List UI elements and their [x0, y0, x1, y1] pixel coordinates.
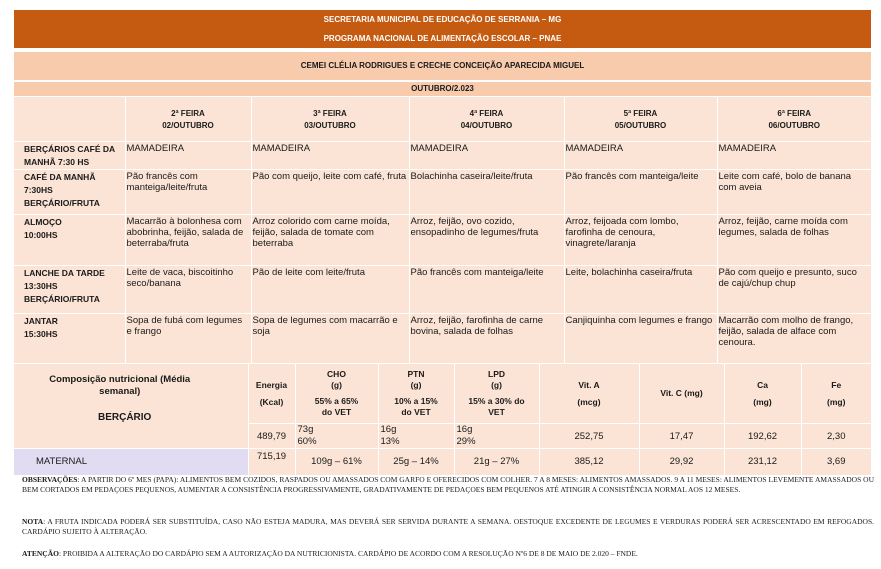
weekday-label: 4ª FEIRA	[469, 108, 504, 118]
meal-cell: Macarrão com molho de frango, feijão, salada de alface com cenoura.	[717, 314, 871, 363]
meal-label-line: MANHÃ 7:30 HS	[24, 157, 90, 167]
corner-cell	[14, 97, 125, 142]
header-line: (g)	[331, 380, 342, 390]
bercario-lpd	[454, 424, 539, 449]
attention-note	[22, 549, 874, 559]
observations-label: OBSERVAÇÕES	[22, 475, 78, 484]
meal-row	[14, 215, 871, 266]
day-header	[409, 97, 564, 142]
lpd-header	[454, 364, 539, 424]
meal-cell: Leite com café, bolo de banana com aveia	[717, 170, 871, 215]
date-label: 06/OUTUBRO	[768, 120, 821, 130]
header-line: do VET	[321, 407, 352, 417]
ptn-header	[378, 364, 454, 424]
school-name: CEMEI CLÉLIA RODRIGUES E CRECHE CONCEIÇÃO APARECIDA MIGUEL	[14, 52, 871, 80]
observations-note	[22, 475, 874, 495]
meal-cell: Pão de leite com leite/fruta	[251, 266, 409, 314]
header-line: (Kcal)	[259, 396, 284, 407]
value-line: 60%	[297, 436, 317, 447]
meal-cell: Pão com queijo e presunto, suco de cajú/chup chup	[717, 266, 871, 314]
meal-cell: Leite de vaca, biscoitinho seco/banana	[125, 266, 251, 314]
value-line: 16g	[456, 424, 473, 435]
bercario-label: BERÇÁRIO	[98, 412, 152, 423]
maternal-ca: 231,12	[724, 449, 801, 475]
bercario-ca: 192,62	[724, 424, 801, 449]
bercario-cho	[295, 424, 378, 449]
nota-label: NOTA	[22, 517, 44, 526]
vitc-header: Vit. C (mg)	[639, 364, 724, 424]
meal-label-line: 10:00HS	[24, 230, 58, 240]
attention-text: : PROIBIDA A ALTERAÇÃO DO CARDÁPIO SEM A AUTORIZAÇÃO DA NUTRICIONISTA. CARDÁPIO DE ACORDO COM A RESOLUÇÃO Nº6 DE 8 DE MAIO DE 2.020 – FNDE.	[58, 549, 638, 558]
header-line: (mg)	[827, 396, 846, 407]
nutrition-table	[14, 363, 871, 475]
meal-cell: Arroz, feijão, ovo cozido, ensopadinho de legumes/fruta	[409, 215, 564, 266]
bercario-energia: 489,79	[248, 424, 295, 449]
maternal-label: MATERNAL	[14, 449, 248, 475]
meal-label	[14, 170, 125, 215]
header-line: Vit. A	[578, 379, 600, 390]
date-label: 02/OUTUBRO	[162, 120, 214, 130]
weekday-label: 3ª FEIRA	[313, 108, 347, 118]
secretaria-title: SECRETARIA MUNICIPAL DE EDUCAÇÃO DE SERRANIA – MG	[323, 15, 562, 24]
bercario-vitc: 17,47	[639, 424, 724, 449]
date-label: 04/OUTUBRO	[460, 120, 513, 130]
maternal-cho: 109g – 61%	[295, 449, 378, 475]
meal-cell: MAMADEIRA	[564, 142, 717, 170]
header-line: do VET	[401, 407, 431, 417]
day-header	[125, 97, 251, 142]
weekday-label: 5ª FEIRA	[623, 108, 658, 118]
value-line: 13%	[380, 436, 400, 447]
month-label: OUTUBRO/2.023	[14, 82, 871, 96]
meal-cell: Arroz, feijoada com lombo, farofinha de cenoura, vinagrete/laranja	[564, 215, 717, 266]
header-line: 15% a 30% do	[468, 396, 525, 406]
header-line: 55% a 65%	[314, 396, 359, 406]
meal-label	[14, 266, 125, 314]
header-line: (mcg)	[577, 396, 601, 407]
meal-label	[14, 142, 125, 170]
meal-label-line: CAFÉ DA MANHÃ	[24, 172, 96, 182]
meal-label-line: BERÇÁRIOS CAFÉ DA	[24, 144, 116, 154]
meal-label	[14, 215, 125, 266]
meal-cell: Bolachinha caseira/leite/fruta	[409, 170, 564, 215]
maternal-vita: 385,12	[539, 449, 639, 475]
meal-row	[14, 142, 871, 170]
ca-header	[724, 364, 801, 424]
days-header-row	[14, 97, 871, 142]
meal-label	[14, 314, 125, 363]
menu-table	[14, 96, 871, 363]
value-line: 73g	[297, 424, 314, 435]
program-title: PROGRAMA NACIONAL DE ALIMENTAÇÃO ESCOLAR – PNAE	[323, 34, 562, 43]
meal-label-line: JANTAR	[24, 316, 58, 326]
meal-cell: Pão francês com manteiga/leite/fruta	[125, 170, 251, 215]
meal-cell: Arroz, feijão, farofinha de carne bovina, salada de folhas	[409, 314, 564, 363]
day-header	[717, 97, 871, 142]
header-line: (g)	[491, 380, 502, 390]
meal-cell: Pão francês com manteiga/leite	[409, 266, 564, 314]
meal-row	[14, 170, 871, 215]
attention-label: ATENÇÃO	[22, 549, 59, 558]
nutrition-title: Composição nutricional (Média semanal)	[49, 374, 191, 397]
meal-cell: Sopa de fubá com legumes e frango	[125, 314, 251, 363]
meal-cell: Pão francês com manteiga/leite	[564, 170, 717, 215]
maternal-lpd: 21g – 27%	[454, 449, 539, 475]
header-line: (g)	[410, 380, 422, 390]
header-line: LPD	[488, 369, 505, 379]
document-header	[14, 10, 871, 48]
nota-text: : A FRUTA INDICADA PODERÁ SER SUBSTITUÍDA, CASO NÃO ESTEJA MADURA, MAS DEVERÁ SER SERVIDA DURANTE A SEMANA. OESTOQUE EXCEDENTE DE LEGUMES E VERDURAS PODERÁ SER ACRESCENTADO EM REFOGADOS. CARDÁPIO SUJEITO À ALTERAÇÃO.	[22, 517, 874, 536]
meal-cell: Arroz, feijão, carne moída com legumes, salada de folhas	[717, 215, 871, 266]
date-label: 05/OUTUBRO	[614, 120, 667, 130]
meal-row	[14, 314, 871, 363]
maternal-vitc: 29,92	[639, 449, 724, 475]
observations-text: : A PARTIR DO 6º MES (PAPA): ALIMENTOS BEM COZIDOS, RASPADOS OU AMASSADOS COM GARFO E OFERECIDOS COM COLHER. 7 A 8 MESES: ALIMENTOS AMASSADOS. 9 A 11 MESES: ALIMENTOS LEVEMENTE AMASSADOS OU BEM CORTADOS EM PEDAÇOES PEQUENOS, AUMENTAR A CONSISTÊNCIA PROGRESSIVAMENTE, GRADATIVAMENTE DE PEDAÇOES BEM PEQUENOS ATÉ ATINGIR A CONSISTÊNCIA NORMAL AOS 12 MESES.	[22, 475, 874, 494]
maternal-ptn: 25g – 14%	[378, 449, 454, 475]
energia-header	[248, 364, 295, 424]
meal-cell: Leite, bolachinha caseira/fruta	[564, 266, 717, 314]
day-header	[564, 97, 717, 142]
nutrition-header-row	[14, 364, 871, 424]
meal-label-line: BERÇÁRIO/FRUTA	[24, 198, 100, 208]
meal-cell: MAMADEIRA	[409, 142, 564, 170]
meal-label-line: 13:30HS	[24, 281, 58, 291]
value-line: 29%	[456, 436, 476, 447]
meal-row	[14, 266, 871, 314]
meal-label-line: 7:30HS	[24, 185, 53, 195]
weekday-label: 6ª FEIRA	[777, 108, 812, 118]
nutrition-title-cell	[14, 364, 248, 449]
header-line: Ca	[757, 379, 768, 390]
bercario-vita: 252,75	[539, 424, 639, 449]
meal-label-line: BERÇÁRIO/FRUTA	[24, 294, 100, 304]
maternal-row	[14, 449, 871, 475]
value-line: 16g	[380, 424, 397, 435]
meal-label-line: ALMOÇO	[24, 217, 62, 227]
meal-cell: Macarrão à bolonhesa com abobrinha, feijão, salada de beterraba/fruta	[125, 215, 251, 266]
day-header	[251, 97, 409, 142]
meal-cell: MAMADEIRA	[717, 142, 871, 170]
header-line: (mg)	[753, 396, 772, 407]
meal-cell: MAMADEIRA	[251, 142, 409, 170]
header-line: PTN	[407, 369, 425, 379]
meal-label-line: 15:30HS	[24, 329, 58, 339]
bercario-fe: 2,30	[801, 424, 871, 449]
header-line: CHO	[327, 369, 346, 379]
header-line: Fe	[831, 379, 842, 390]
meal-cell: Pão com queijo, leite com café, fruta	[251, 170, 409, 215]
maternal-energia: 715,19	[248, 449, 295, 475]
header-line: Energia	[255, 379, 288, 390]
bercario-ptn	[378, 424, 454, 449]
fe-header	[801, 364, 871, 424]
maternal-fe: 3,69	[801, 449, 871, 475]
weekday-label: 2ª FEIRA	[171, 108, 205, 118]
header-line: VET	[488, 407, 505, 417]
header-line: 10% a 15%	[394, 396, 438, 406]
meal-cell: Canjiquinha com legumes e frango	[564, 314, 717, 363]
meal-cell: Arroz colorido com carne moída, feijão, salada de tomate com beterraba	[251, 215, 409, 266]
meal-cell: MAMADEIRA	[125, 142, 251, 170]
date-label: 03/OUTUBRO	[304, 120, 356, 130]
meal-label-line: LANCHE DA TARDE	[24, 268, 105, 278]
nota-note	[22, 517, 874, 537]
meal-cell: Sopa de legumes com macarrão e soja	[251, 314, 409, 363]
cho-header	[295, 364, 378, 424]
vita-header	[539, 364, 639, 424]
